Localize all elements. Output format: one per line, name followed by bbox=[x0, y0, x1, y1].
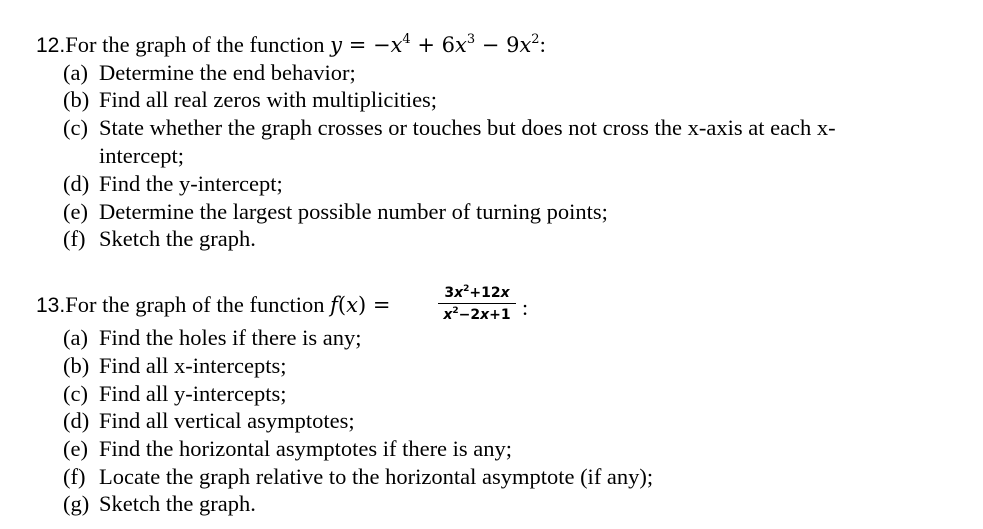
q12-item-a bbox=[63, 59, 356, 86]
q13-item-e bbox=[63, 435, 512, 462]
q13-function-lhs: f(x) = bbox=[330, 293, 391, 317]
q13-stem bbox=[36, 291, 390, 319]
q13-item-g-text: Sketch the graph. bbox=[99, 491, 256, 516]
q13-item-d bbox=[63, 407, 355, 434]
q12-stem-colon: : bbox=[539, 32, 546, 57]
q13-item-f-text: Locate the graph relative to the horizontal asymptote (if any); bbox=[99, 464, 654, 489]
q13-item-c-label: (c) bbox=[63, 381, 88, 406]
q13-stem-colon: : bbox=[522, 295, 529, 320]
q13-fraction-numerator: $3x^2+12x$ bbox=[444, 284, 510, 301]
q13-item-c-text: Find all y-intercepts; bbox=[99, 381, 287, 406]
q13-number: 13. bbox=[36, 294, 66, 317]
q12-item-a-text: Determine the end behavior; bbox=[99, 60, 356, 85]
q12-item-a-label: (a) bbox=[63, 60, 88, 85]
q13-item-a-label: (a) bbox=[63, 325, 88, 350]
q12-item-c-continued-text: intercept; bbox=[99, 143, 184, 168]
q13-item-c bbox=[63, 380, 286, 407]
q12-item-b-label: (b) bbox=[63, 87, 90, 112]
q13-item-d-label: (d) bbox=[63, 408, 90, 433]
q12-number: 12. bbox=[36, 34, 66, 57]
q12-stem bbox=[36, 31, 546, 59]
q12-item-c-label: (c) bbox=[63, 115, 88, 140]
q12-item-c bbox=[63, 114, 836, 141]
q12-item-f-text: Sketch the graph. bbox=[99, 226, 256, 251]
q13-item-b-text: Find all x-intercepts; bbox=[99, 353, 287, 378]
q13-item-b-label: (b) bbox=[63, 353, 90, 378]
q13-stem-text: For the graph of the function bbox=[65, 292, 331, 317]
q13-item-b bbox=[63, 352, 286, 379]
q12-item-f bbox=[63, 225, 256, 252]
q12-function: $y = -x^4 + 6x^3 - 9x^2$ bbox=[330, 32, 540, 57]
q12-item-c-text: State whether the graph crosses or touches but does not cross the x-axis at each x- bbox=[99, 115, 836, 140]
q12-item-d bbox=[63, 170, 283, 197]
q13-item-f bbox=[63, 463, 653, 490]
q13-fraction-denominator: $x^2-2x+1$ bbox=[443, 306, 511, 324]
q13-item-g-label: (g) bbox=[63, 491, 90, 516]
q13-item-a bbox=[63, 324, 361, 351]
q13-fraction-bar bbox=[438, 303, 516, 304]
q12-stem-text: For the graph of the function bbox=[65, 32, 331, 57]
q12-item-b-text: Find all real zeros with multiplicities; bbox=[99, 87, 438, 112]
q12-item-d-label: (d) bbox=[63, 171, 90, 196]
q12-item-d-text: Find the y-intercept; bbox=[99, 171, 283, 196]
q13-item-e-text: Find the horizontal asymptotes if there is any; bbox=[99, 436, 513, 461]
q12-item-c-continued bbox=[99, 142, 184, 169]
q13-item-d-text: Find all vertical asymptotes; bbox=[99, 408, 355, 433]
q13-item-e-label: (e) bbox=[63, 436, 88, 461]
q13-item-f-label: (f) bbox=[63, 464, 86, 489]
q13-function-fraction bbox=[436, 284, 518, 324]
q12-item-e bbox=[63, 198, 608, 225]
q13-item-a-text: Find the holes if there is any; bbox=[99, 325, 362, 350]
q12-item-b bbox=[63, 86, 437, 113]
q12-item-f-label: (f) bbox=[63, 226, 86, 251]
q13-item-g bbox=[63, 490, 256, 517]
q12-item-e-text: Determine the largest possible number of turning points; bbox=[99, 199, 608, 224]
q12-item-e-label: (e) bbox=[63, 199, 88, 224]
